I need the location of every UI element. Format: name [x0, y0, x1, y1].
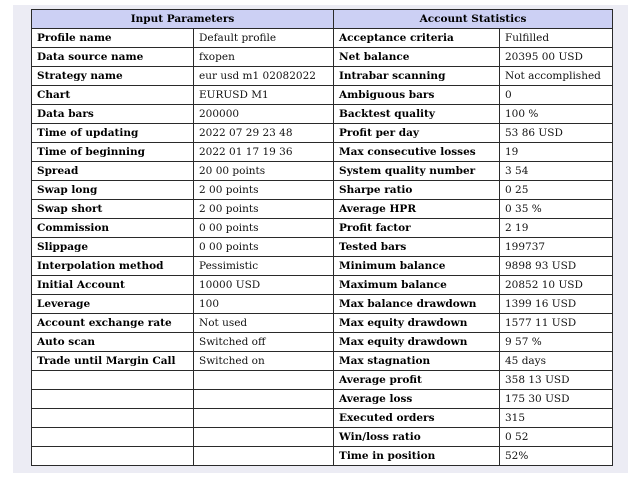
stat-label: Ambiguous bars [334, 86, 500, 105]
stat-label: Max equity drawdown [334, 333, 500, 352]
table-row [32, 181, 613, 200]
stat-label: Net balance [334, 48, 500, 67]
stat-label: Time in position [334, 447, 500, 466]
stat-label: Backtest quality [334, 105, 500, 124]
table-row [32, 162, 613, 181]
input-param-label: Interpolation method [32, 257, 194, 276]
input-param-label: Initial Account [32, 276, 194, 295]
input-param-label: Chart [32, 86, 194, 105]
table-row [32, 428, 613, 447]
table-row [32, 48, 613, 67]
stat-label: Max equity drawdown [334, 314, 500, 333]
stat-label: Executed orders [334, 409, 500, 428]
stat-value: 19 [500, 143, 613, 162]
stat-label: Tested bars [334, 238, 500, 257]
empty-cell [194, 390, 334, 409]
table-row [32, 67, 613, 86]
empty-cell [32, 409, 194, 428]
input-param-label: Account exchange rate [32, 314, 194, 333]
input-param-value: Not used [194, 314, 334, 333]
table-row [32, 219, 613, 238]
stat-value: 315 [500, 409, 613, 428]
report-table [31, 9, 613, 466]
table-row [32, 86, 613, 105]
input-param-value: 0 00 points [194, 238, 334, 257]
input-param-label: Data bars [32, 105, 194, 124]
report-body [32, 29, 613, 466]
input-param-value: 10000 USD [194, 276, 334, 295]
stat-label: Maximum balance [334, 276, 500, 295]
input-param-value: Pessimistic [194, 257, 334, 276]
stat-value: 199737 [500, 238, 613, 257]
empty-cell [194, 447, 334, 466]
stat-value: 0 52 [500, 428, 613, 447]
input-param-label: Profile name [32, 29, 194, 48]
stat-value: 0 25 [500, 181, 613, 200]
table-row [32, 105, 613, 124]
input-param-value: EURUSD M1 [194, 86, 334, 105]
stat-label: Average HPR [334, 200, 500, 219]
stat-value: 175 30 USD [500, 390, 613, 409]
stat-label: Profit factor [334, 219, 500, 238]
stat-label: Win/loss ratio [334, 428, 500, 447]
input-parameters-header: Input Parameters [32, 10, 334, 29]
stat-label: System quality number [334, 162, 500, 181]
input-param-value: Switched on [194, 352, 334, 371]
stat-label: Intrabar scanning [334, 67, 500, 86]
empty-cell [32, 390, 194, 409]
empty-cell [194, 409, 334, 428]
stat-label: Max stagnation [334, 352, 500, 371]
input-param-label: Data source name [32, 48, 194, 67]
empty-cell [194, 371, 334, 390]
table-row [32, 447, 613, 466]
input-param-value: 2 00 points [194, 181, 334, 200]
table-row [32, 409, 613, 428]
input-param-value: eur usd m1 02082022 [194, 67, 334, 86]
input-param-label: Strategy name [32, 67, 194, 86]
table-row [32, 238, 613, 257]
table-row [32, 257, 613, 276]
input-param-label: Leverage [32, 295, 194, 314]
stat-label: Minimum balance [334, 257, 500, 276]
stat-value: Not accomplished [500, 67, 613, 86]
stat-value: 358 13 USD [500, 371, 613, 390]
input-param-value: 100 [194, 295, 334, 314]
table-row [32, 276, 613, 295]
stat-label: Average profit [334, 371, 500, 390]
input-param-value: fxopen [194, 48, 334, 67]
stat-value: 1399 16 USD [500, 295, 613, 314]
stat-value: 53 86 USD [500, 124, 613, 143]
stat-value: Fulfilled [500, 29, 613, 48]
empty-cell [32, 447, 194, 466]
stat-value: 45 days [500, 352, 613, 371]
stat-value: 1577 11 USD [500, 314, 613, 333]
input-param-value: 0 00 points [194, 219, 334, 238]
stat-value: 0 35 % [500, 200, 613, 219]
table-row [32, 352, 613, 371]
input-param-label: Swap short [32, 200, 194, 219]
header-row [32, 10, 613, 29]
stat-label: Acceptance criteria [334, 29, 500, 48]
stat-value: 100 % [500, 105, 613, 124]
stat-value: 0 [500, 86, 613, 105]
input-param-value: 2 00 points [194, 200, 334, 219]
stat-value: 20852 10 USD [500, 276, 613, 295]
stat-label: Profit per day [334, 124, 500, 143]
input-param-label: Swap long [32, 181, 194, 200]
table-row [32, 295, 613, 314]
input-param-label: Trade until Margin Call [32, 352, 194, 371]
input-param-value: 2022 01 17 19 36 [194, 143, 334, 162]
input-param-label: Time of updating [32, 124, 194, 143]
stat-value: 20395 00 USD [500, 48, 613, 67]
stat-label: Sharpe ratio [334, 181, 500, 200]
empty-cell [32, 371, 194, 390]
input-param-label: Commission [32, 219, 194, 238]
empty-cell [32, 428, 194, 447]
input-param-label: Slippage [32, 238, 194, 257]
stat-value: 3 54 [500, 162, 613, 181]
stat-label: Max balance drawdown [334, 295, 500, 314]
stat-value: 2 19 [500, 219, 613, 238]
stat-value: 9 57 % [500, 333, 613, 352]
stat-label: Max consecutive losses [334, 143, 500, 162]
input-param-value: 200000 [194, 105, 334, 124]
table-row [32, 29, 613, 48]
table-row [32, 333, 613, 352]
account-statistics-header: Account Statistics [334, 10, 613, 29]
empty-cell [194, 428, 334, 447]
table-row [32, 124, 613, 143]
input-param-label: Time of beginning [32, 143, 194, 162]
input-param-label: Auto scan [32, 333, 194, 352]
table-row [32, 371, 613, 390]
table-row [32, 143, 613, 162]
table-row [32, 390, 613, 409]
stat-label: Average loss [334, 390, 500, 409]
input-param-value: 2022 07 29 23 48 [194, 124, 334, 143]
input-param-label: Spread [32, 162, 194, 181]
input-param-value: Default profile [194, 29, 334, 48]
table-row [32, 200, 613, 219]
table-row [32, 314, 613, 333]
stat-value: 52% [500, 447, 613, 466]
input-param-value: Switched off [194, 333, 334, 352]
stat-value: 9898 93 USD [500, 257, 613, 276]
input-param-value: 20 00 points [194, 162, 334, 181]
